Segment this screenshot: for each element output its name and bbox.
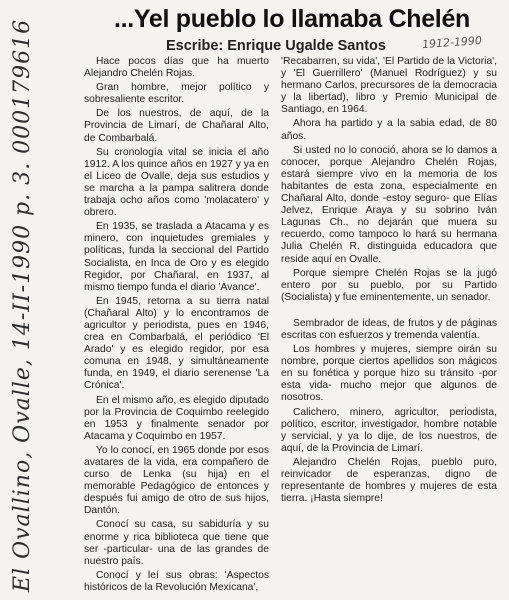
paragraph: Calichero, minero, agricultor, periodista, político, escritor, investigador, hombre notable y servicial, y ya lo dije, de los nuestros, de aquí, de la Provincia de Limarí. [281, 406, 497, 454]
paragraph: En 1935, se traslada a Atacama y es minero, con inquietudes gremiales y políticas, funda la seccional del Partido Socialista, en Inca de Oro y es elegido Regidor, por Chañaral, en 1937, al mismo tiempo funda el diario 'Avance'. [84, 221, 269, 293]
article-headline: ...Yel pueblo lo llamaba Chelén [113, 5, 471, 33]
paragraph: En el mismo año, es elegido diputado por la Provincia de Coquimbo reelegido en 1953 y finalmente senador por Atacama y Coquimbo en 1957. [84, 394, 269, 442]
paragraph: Su cronología vital se inicia el año 1912. A los quince años en 1927 y ya en el Liceo de Ovalle, deja sus estudios y se marcha a la pampa salitrera donde trabaja ocho años como 'molacatero' y obrero. [84, 146, 269, 219]
paragraph: De los nuestros, de aquí, de la Provincia de Limarí, de Chañaral Alto, de Combarbalá. [84, 108, 269, 144]
paragraph: 'Recabarren, su vida', 'El Partido de la Victoria', y 'El Guerrillero' (Manuel Rodríguez) y su hermano Carlos, precursores de la democracia y la libertad), libro y Premio Municipal de Santiago, en 1964. [281, 56, 497, 116]
handwritten-source-note: El Ovallino, Ovalle, 14-II-1990 p. 3. 000179616 [10, 18, 35, 592]
paragraph: Gran hombre, mejor político y sobresaliente escritor. [84, 82, 269, 106]
left-column [84, 56, 269, 596]
paragraph: Los hombres y mujeres, siempre oirán su nombre, porque ciertos apellidos son mágicos en su fonética y porque hizo su tránsito -por esta vida- mucho mejor que algunos de nosotros. [281, 344, 497, 404]
paragraph: Ahora ha partido y a la sabia edad, de 80 años. [281, 118, 497, 142]
paragraph: En 1945, retorna a su tierra natal (Chañaral Alto) y lo encontramos de agricultor y periodista, pues en 1946, crea en Combarbalá, el periódico 'El Arado' y es elegido regidor, por esa comuna en 1948, y simultáneamente funda, en 1949, el diario serenense 'La Crónica'. [84, 295, 269, 392]
handwritten-date: 1912-1990 [421, 33, 483, 52]
paragraph: Hace pocos días que ha muerto Alejandro Chelén Rojas. [84, 56, 269, 80]
paragraph: Conocí y leí sus obras: 'Aspectos históricos de la Revolución Mexicana', [84, 569, 269, 593]
paragraph: Yo lo conocí, en 1965 donde por esos avatares de la vida, era compañero de curso de Lenka (su hija) en el memorable Pedagógico de entonces y después fui amigo de otro de sus hijos, Dantón. [84, 444, 269, 517]
right-column [281, 56, 497, 507]
paragraph-gap [281, 306, 497, 318]
paragraph: Conocí su casa, su sabiduría y su enorme y rica biblioteca que tiene que ser -particular- una de las grandes de nuestro país. [84, 519, 269, 567]
paragraph: Si usted no lo conoció, ahora se lo damos a conocer, porque Alejandro Chelén Rojas, estará siempre vivo en la memoria de los habitantes de esta zona, especialmente en Chañaral Alto, donde -estoy seguro- que Elías Jelvez, Enrique Araya y su sobrino Iván Lagunas Ch., no dejarán que muera su recuerdo, como tampoco lo hará su hermana Julia Chelén R. distinguida educadora que reside aquí en Ovalle. [281, 144, 497, 265]
paragraph: Alejandro Chelén Rojas, pueblo puro, reinvicador de esperanzas, digno de representante de hombres y mujeres de esta tierra. ¡Hasta siempre! [281, 456, 497, 505]
paragraph: Porque siempre Chelén Rojas se la jugó entero por su pueblo, por su Partido (Socialista) y fue eminentemente, un senador. [281, 267, 497, 303]
article-byline: Escribe: Enrique Ugalde Santos [166, 38, 386, 54]
paragraph: Sembrador de ideas, de frutos y de páginas escritas con esfuerzos y tremenda valentía. [281, 317, 497, 341]
